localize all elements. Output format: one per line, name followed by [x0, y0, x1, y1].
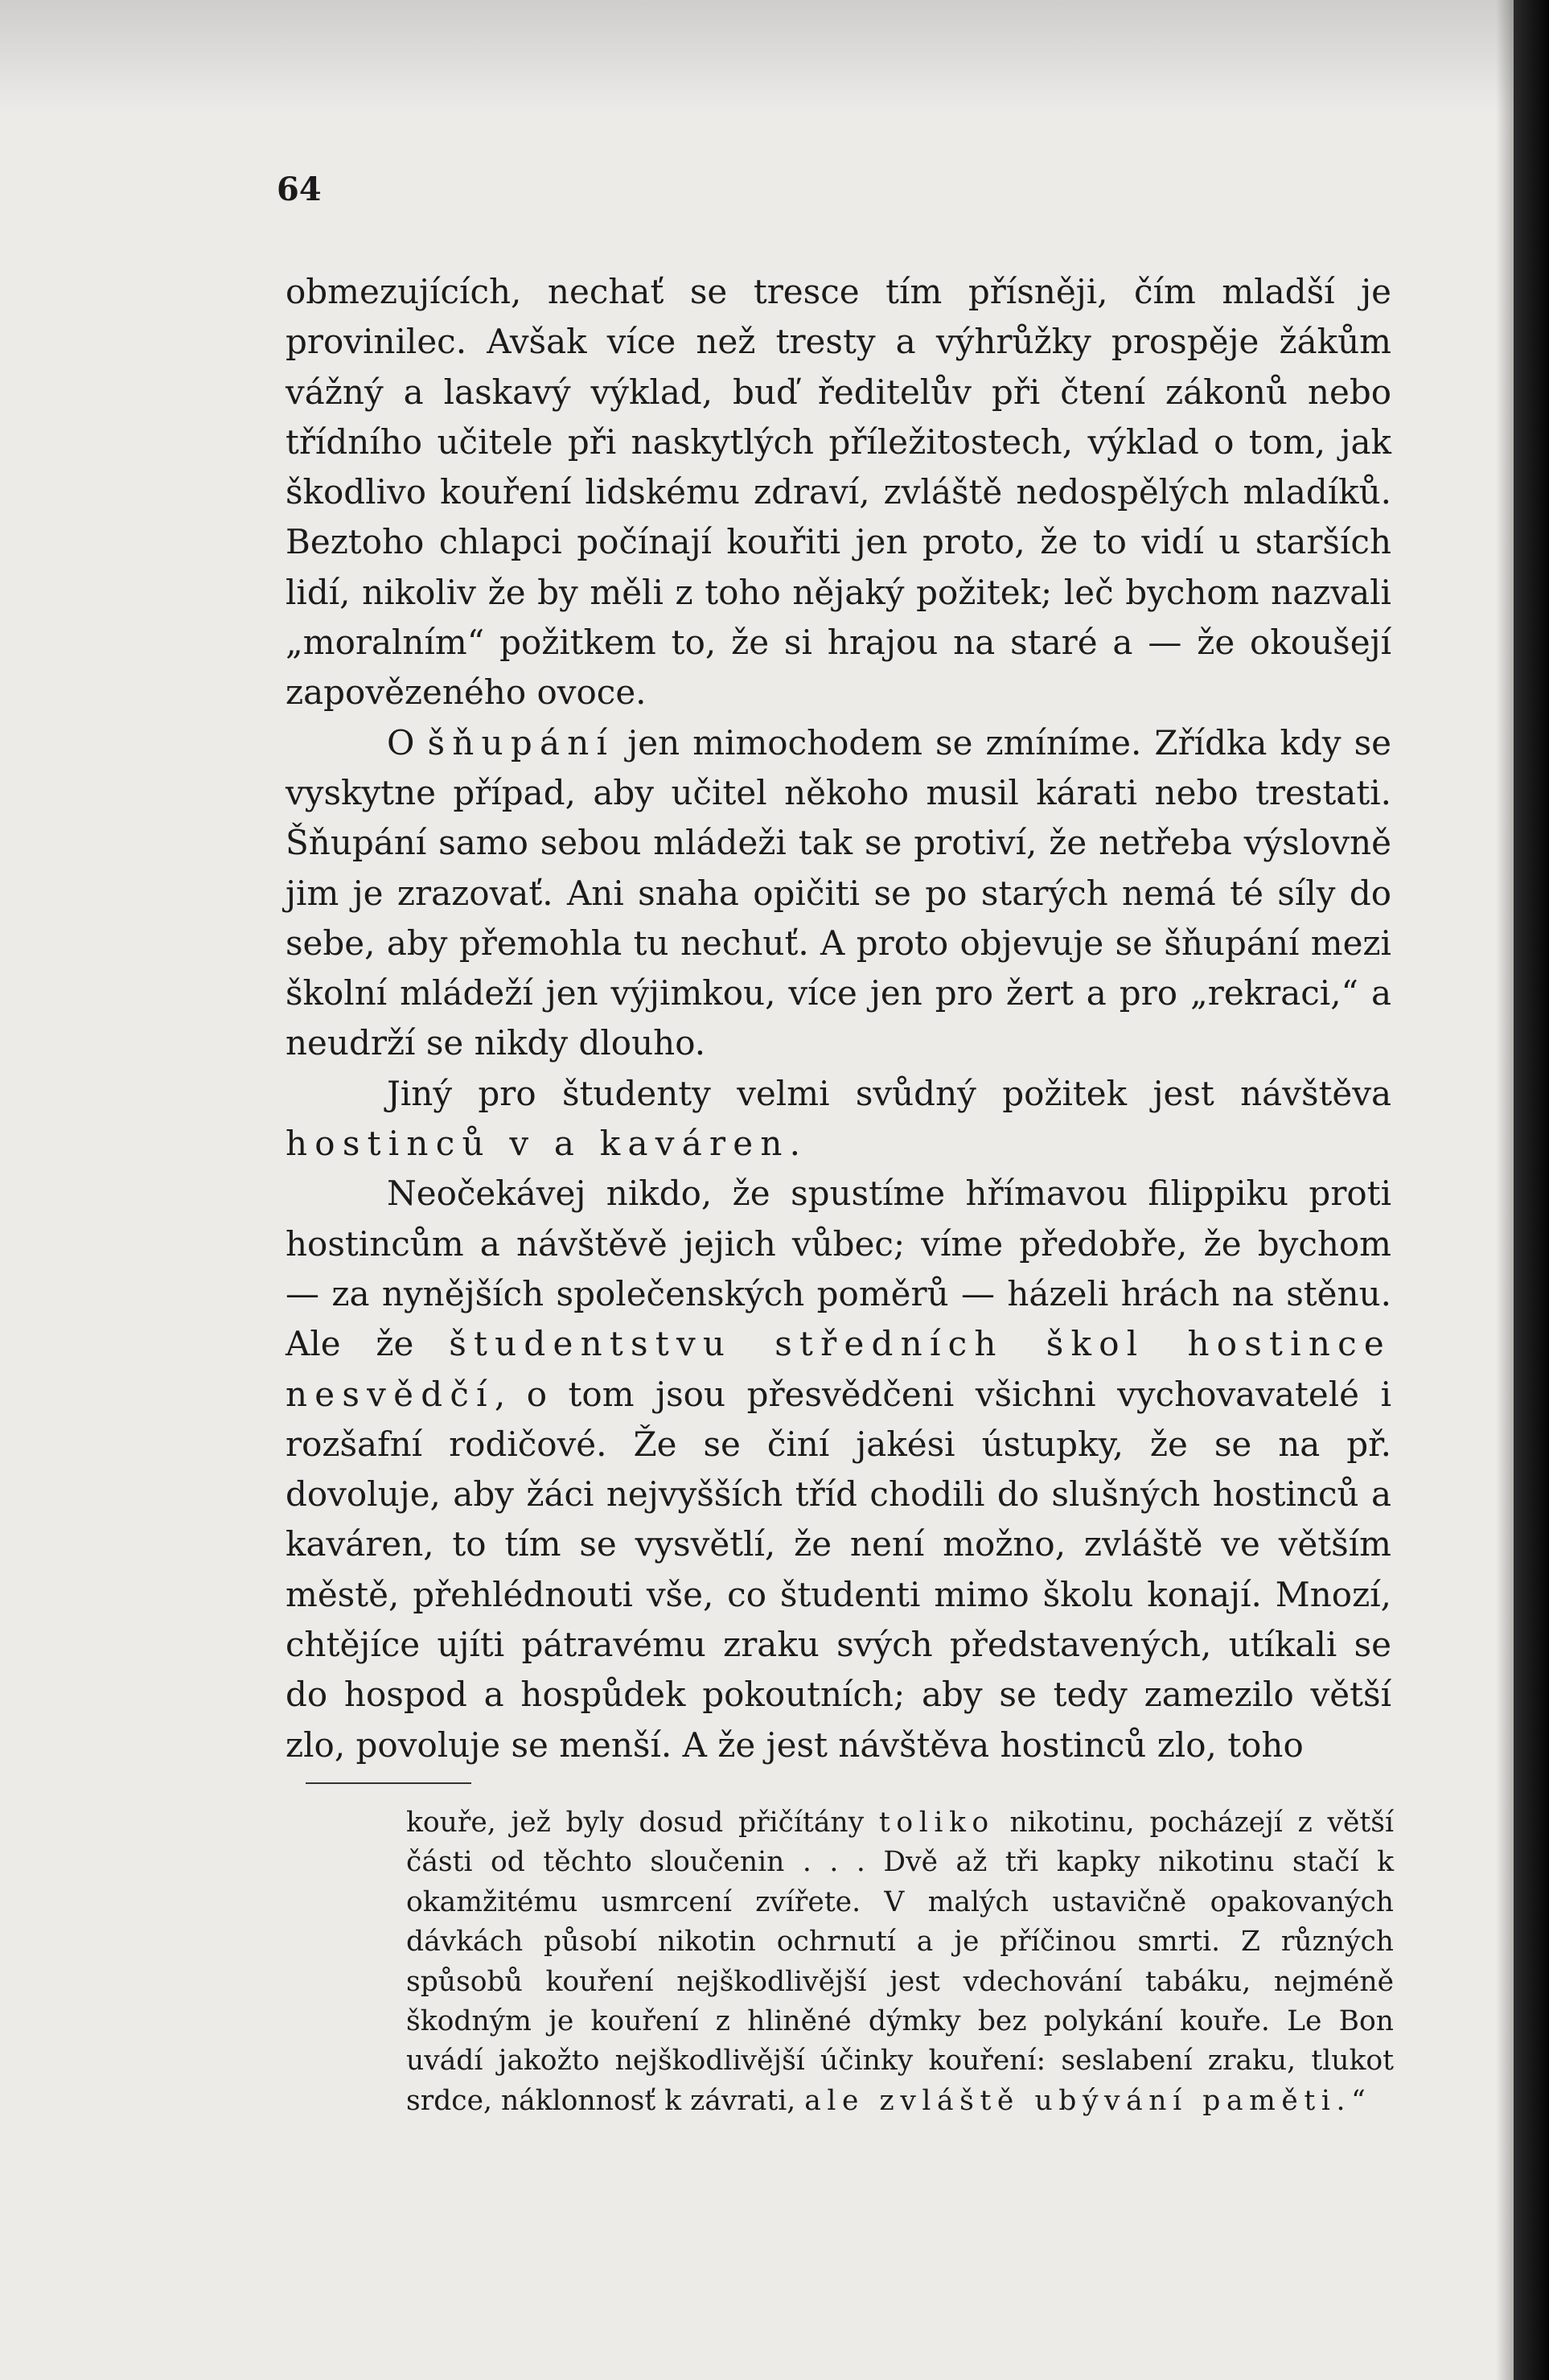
- page-discoloration: [0, 0, 1514, 113]
- footnote-separator: [306, 1782, 471, 1784]
- page-number: 64: [277, 171, 322, 208]
- paragraph-2-rest: jen mimochodem se zmíníme. Zřídka kdy se vyskytne případ, aby učitel někoho musil kárati nebo trestati. Šňupání samo sebou mládeži tak se protiví, že netřeba výslovně jim je zrazovať. Ani snaha opičiti se po starých nemá té síly do sebe, aby přemohla tu nechuť. A proto objevuje se šňupání mezi školní mládeží jen výjimkou, více jen pro žert a pro „rekraci,“ a neudrží se nikdy dlouho.: [286, 722, 1391, 1063]
- footnote-tail: “: [1351, 2084, 1366, 2117]
- book-spine-shadow: [1514, 0, 1549, 2380]
- paragraph-4-emphasis: študentstvu středních škol hostince nesvědčí: [286, 1324, 1392, 1414]
- footnote-lead: kouře, jež byly dosud přičítány: [406, 1807, 879, 1839]
- paragraph-4: [286, 1169, 1391, 1770]
- page-edge-shadow: [1496, 0, 1514, 2380]
- paragraph-3-emphasis: hostinců v a kaváren.: [286, 1124, 808, 1164]
- footnote: [406, 1803, 1394, 2121]
- paragraph-3-lead: Jiný pro študenty velmi svůdný požitek jest návštěva: [387, 1073, 1391, 1113]
- paragraph-4-lead: Neočekávej nikdo, že spustíme hřímavou filippiku proti hostincům a návštěvě jejich vůbec; víme předobře, že bychom — za nynějších společenských poměrů — házeli hrách na stěnu. Ale že: [286, 1174, 1391, 1364]
- main-text: [286, 267, 1391, 1770]
- paragraph-2-emphasis: šňupání: [427, 722, 615, 763]
- paragraph-1: obmezujících, nechať se tresce tím přísněji, čím mladší je provinilec. Avšak více než tresty a výhrůžky prospěje žákům vážný a laskavý výklad, buď ředitelův při čtení zákonů nebo třídního učitele při naskytlých příležitostech, výklad o tom, jak škodlivo kouření lidskému zdraví, zvláště nedospělých mladíků. Beztoho chlapci počínají kouřiti jen proto, že to vidí u starších lidí, nikoliv že by měli z toho nějaký požitek; leč bychom nazvali „moralním“ požitkem to, že si hrajou na staré a — že okoušejí zapovězeného ovoce.: [286, 272, 1391, 713]
- footnote-middle: nikotinu, pocházejí z větší části od těchto sloučenin . . . Dvě až tři kapky nikotinu stačí k okamžitému usmrcení zvířete. V malých ustavičně opakovaných dávkách působí nikotin ochrnutí a je příčinou smrti. Z různých spůsobů kouření nejškodlivější jest vdechování tabáku, nejméně škodným je kouření z hliněné dýmky bez polykání kouře. Le Bon uvádí jakožto nejškodlivější účinky kouření: seslabení zraku, tlukot srdce, náklonnosť k závrati,: [406, 1807, 1394, 2117]
- paragraph-2-lead: O: [387, 722, 428, 763]
- paragraph-4-rest: , o tom jsou přesvědčeni všichni vychovavatelé i rozšafní rodičové. Že se činí jakési ústupky, že se na př. dovoluje, aby žáci nejvyšších tříd chodili do slušných hostinců a kaváren, to tím se vysvětlí, že není možno, zvláště ve větším městě, přehlédnouti vše, co študenti mimo školu konají. Mnozí, chtějíce ujíti pátravému zraku svých představených, utíkali se do hospod a hospůdek pokoutních; aby se tedy zamezilo větší zlo, povoluje se menší. A že jest návštěva hostinců zlo, toho: [286, 1374, 1391, 1765]
- footnote-text: [406, 1803, 1394, 2121]
- footnote-emphasis-1: toliko: [878, 1807, 995, 1839]
- paragraph-3: [286, 1069, 1391, 1169]
- footnote-emphasis-2: ale zvláště ubývání paměti.: [804, 2084, 1352, 2117]
- paragraph-2: [286, 718, 1391, 1069]
